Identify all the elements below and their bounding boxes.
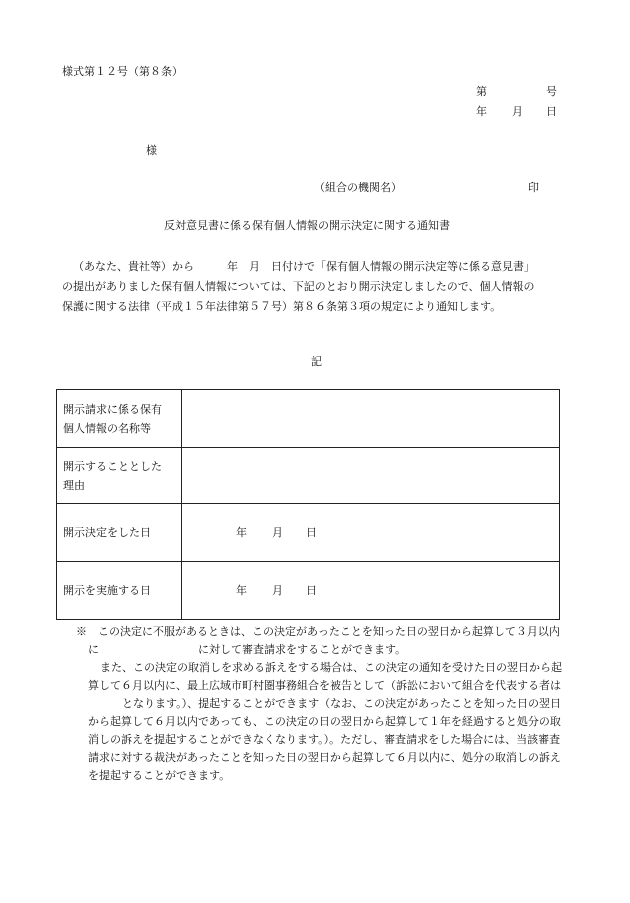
body-line: 保護に関する法律（平成１５年法律第５７号）第８６条第３項の規定により通知します。	[62, 300, 502, 313]
disclosure-info-table	[56, 389, 560, 620]
body-line: （あなた、貴社等）から 年 月 日付けで「保有個人情報の開示決定等に係る意見書」	[73, 260, 535, 273]
body-line: の提出がありました保有個人情報については、下記のとおり開示決定しましたので、個人情報の	[62, 280, 535, 293]
row-value-implementation-date	[182, 562, 560, 620]
note-line: となります。）、提起することができます（なお、この決定があったことを知った日の翌日	[122, 697, 562, 710]
table-row	[57, 448, 560, 504]
document-number-suffix: 号	[546, 85, 557, 98]
row-value-decision-date	[182, 504, 560, 562]
note-line: を提起することができます。	[88, 769, 231, 782]
month-label: 月	[272, 584, 283, 597]
label-line: 開示請求に係る保有	[63, 402, 162, 416]
label-line: 理由	[63, 478, 85, 492]
label-line: 開示することとした	[63, 459, 162, 473]
day-label: 日	[306, 526, 317, 539]
day-label: 日	[306, 584, 317, 597]
note-line: 消しの訴えを提起することができなくなります。）。ただし、審査請求をした場合には、当該審査	[88, 733, 561, 746]
row-value-info-name	[182, 390, 560, 448]
row-label-reason	[57, 448, 182, 504]
note-line: 算して６月以内に、最上広域市町村圏事務組合を被告として（訴訟において組合を代表する者は	[88, 679, 561, 692]
seal-mark: 印	[528, 181, 539, 194]
note-line: ※ この決定に不服があるときは、この決定があったことを知った日の翌日から起算して３月以内	[76, 625, 560, 638]
date-year-label: 年	[476, 105, 487, 118]
table-row	[57, 390, 560, 448]
ki-heading: 記	[311, 355, 322, 368]
document-number-label: 第	[476, 85, 487, 98]
table-row	[57, 504, 560, 562]
body-paragraph	[62, 257, 572, 317]
note-line: 請求に対する裁決があったことを知った日の翌日から起算して６月以内に、処分の取消しの訴え	[88, 751, 561, 764]
date-month-label: 月	[512, 105, 523, 118]
year-label: 年	[236, 584, 247, 597]
note-line: から起算して６月以内であっても、この決定の日の翌日から起算して１年を経過すると処分の取	[88, 715, 561, 728]
sender-organization: （組合の機関名）	[314, 181, 402, 194]
row-label-decision-date: 開示決定をした日	[57, 504, 182, 562]
month-label: 月	[272, 526, 283, 539]
year-label: 年	[236, 526, 247, 539]
row-label-info-name	[57, 390, 182, 448]
table-row	[57, 562, 560, 620]
label-line: 個人情報の名称等	[63, 421, 151, 435]
note-line: に に対して審査請求をすることができます。	[88, 643, 407, 656]
date-day-label: 日	[546, 105, 557, 118]
form-number: 様式第１２号（第８条）	[62, 65, 183, 78]
note-line: また、この決定の取消しを求める訴えをする場合は、この決定の通知を受けた日の翌日から起	[100, 661, 562, 674]
row-label-implementation-date: 開示を実施する日	[57, 562, 182, 620]
row-value-reason	[182, 448, 560, 504]
document-title: 反対意見書に係る保有個人情報の開示決定に関する通知書	[164, 219, 450, 232]
addressee-honorific: 様	[146, 144, 157, 157]
